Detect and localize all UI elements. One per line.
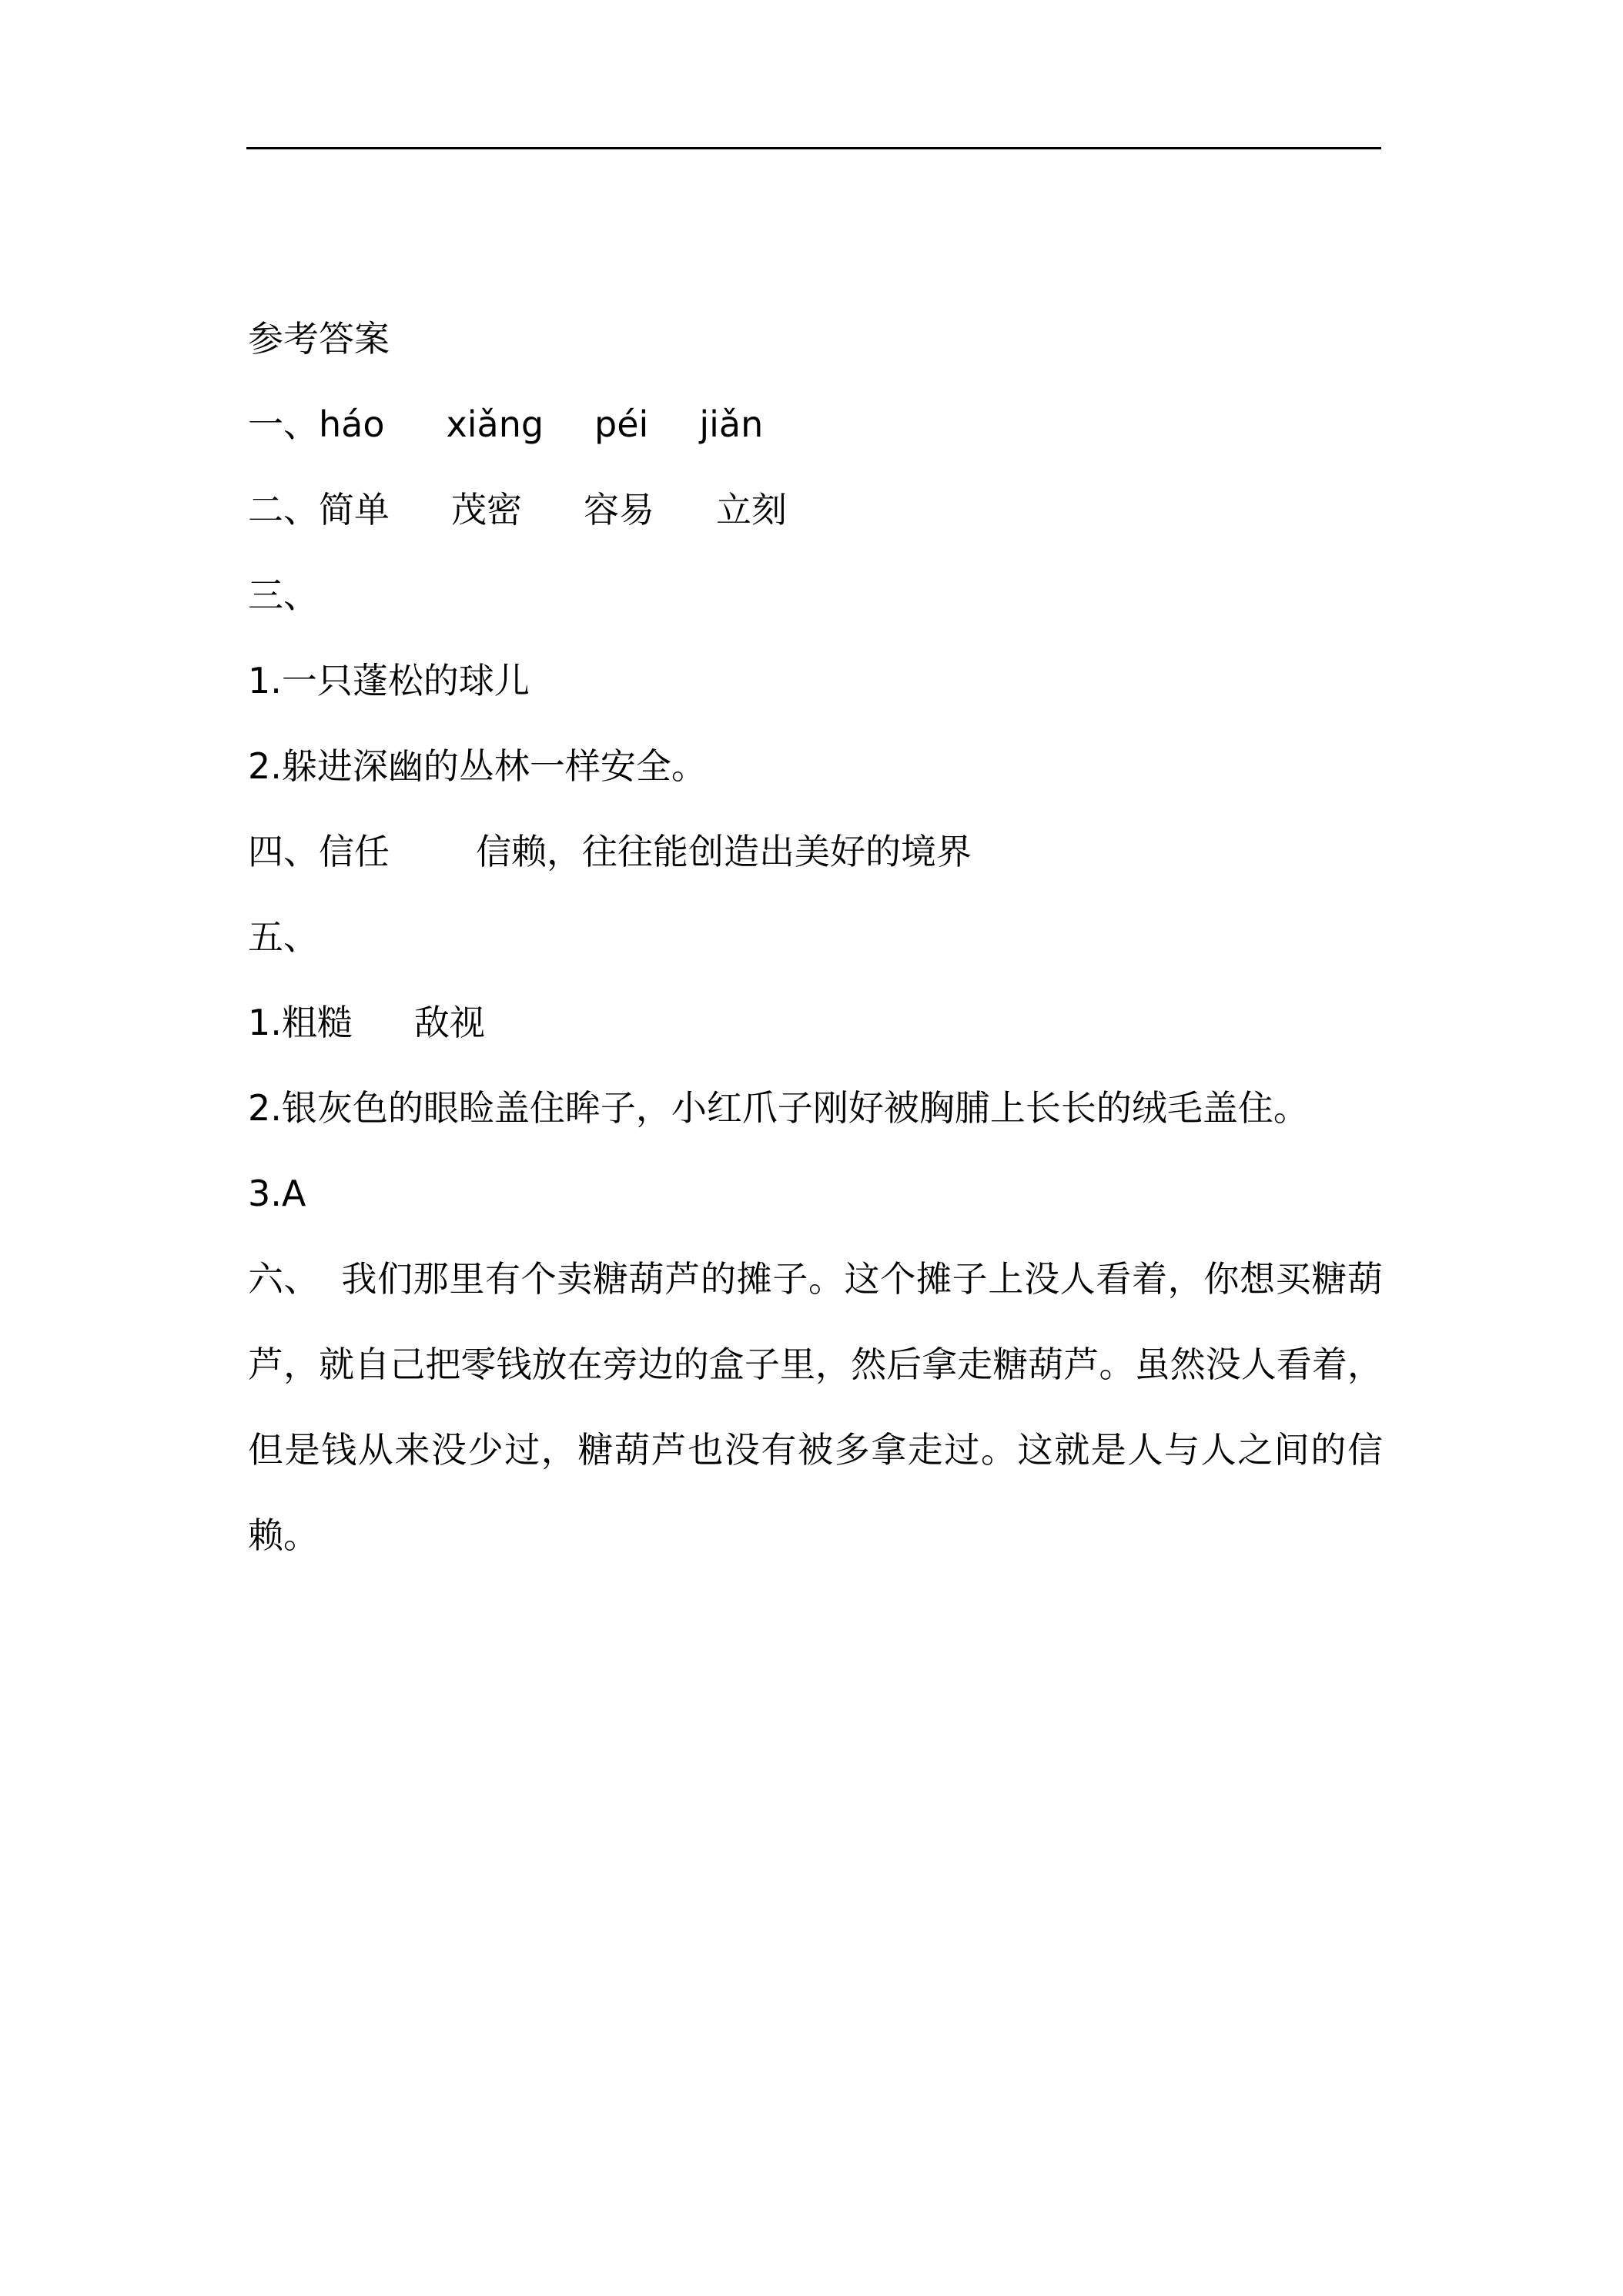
answer-key xyxy=(248,296,1383,1578)
pinyin-answer-3: péi xyxy=(594,403,649,445)
pinyin-answer-4: jiǎn xyxy=(699,403,764,445)
word-answer-4: 立刻 xyxy=(716,489,787,530)
section-5-item-1-number: 1. xyxy=(248,1002,282,1043)
section-5-item-1-answer-1: 粗糙 xyxy=(281,1002,353,1043)
word-answer-2: 茂密 xyxy=(451,489,522,530)
word-answer-1: 简单 xyxy=(319,489,390,530)
section-2-label: 二、 xyxy=(248,489,319,530)
section-5-item-2: 2.银灰色的眼睑盖住眸子，小红爪子刚好被胸脯上长长的绒毛盖住。 xyxy=(248,1087,1309,1129)
section-3-item-2: 2.躲进深幽的丛林一样安全。 xyxy=(248,745,707,787)
answer-title: 参考答案 xyxy=(248,318,390,360)
section-5-label: 五、 xyxy=(248,916,319,958)
section-3-item-1: 1.一只蓬松的球儿 xyxy=(248,660,530,701)
section-3-label: 三、 xyxy=(248,574,319,616)
pinyin-answer-1: háo xyxy=(319,403,385,445)
word-answer-3: 容易 xyxy=(584,489,654,530)
section-6-label: 六、 xyxy=(248,1258,320,1300)
answer-section-3 xyxy=(248,553,1383,638)
answer-section-2 xyxy=(248,467,1383,553)
answer-section-4 xyxy=(248,809,1383,895)
pinyin-answer-2: xiǎng xyxy=(446,403,544,445)
section-5-item-1-answer-2: 敌视 xyxy=(413,1002,485,1043)
section-5-item-1 xyxy=(248,980,1383,1066)
section-4-answer-2: 信赖，往往能创造出美好的境界 xyxy=(476,831,972,872)
section-4-label: 四、 xyxy=(248,831,319,872)
header-rule xyxy=(246,147,1381,149)
section-4-answer-1: 信任 xyxy=(319,831,390,872)
section-6-text: 我们那里有个卖糖葫芦的摊子。这个摊子上没人看着，你想买糖葫芦，就自己把零钱放在旁边的盒子里，然后拿走糖葫芦。虽然没人看着，但是钱从来没少过，糖葫芦也没有被多拿走过。这就是人与人之间的信赖。 xyxy=(248,1258,1384,1556)
section-1-label: 一、 xyxy=(248,403,319,445)
answer-section-5 xyxy=(248,895,1383,980)
answer-section-6 xyxy=(248,1237,1383,1578)
answer-section-1 xyxy=(248,382,1383,467)
section-5-item-3: 3.A xyxy=(248,1173,306,1214)
